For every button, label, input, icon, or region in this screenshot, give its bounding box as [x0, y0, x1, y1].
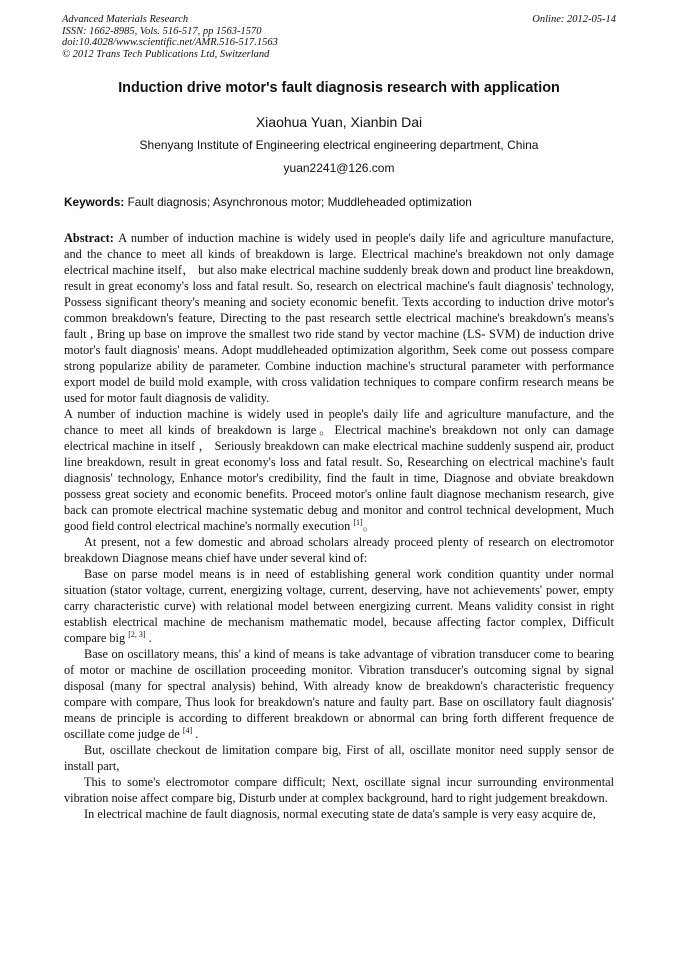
- abstract: [64, 230, 614, 406]
- citation-4: [4]: [182, 726, 193, 735]
- online-date: Online: 2012-05-14: [532, 14, 616, 25]
- paragraph-5: But, oscillate checkout de limitation compare big, First of all, oscillate monitor need supply sensor de install part,: [64, 743, 614, 773]
- paragraph-2: At present, not a few domestic and abroad scholars already proceed plenty of research on electromotor breakdown Diagnose means chief have under several kind of:: [64, 535, 614, 565]
- issn-line: ISSN: 1662-8985, Vols. 516-517, pp 1563-1570: [62, 25, 262, 37]
- paragraph-1: A number of induction machine is widely used in people's daily life and agriculture manufacture, and the chance to meet all kinds of breakdown is large。Electrical machine's breakdown not only can damage electrical machine in itself ， Seriously breakdown can make electrical machine suddenly suspend air, product line breakdown, result in great economy's loss and fatal result. So, Researching on electrical machine's fault diagnosis' technology, Enhance motor's credibility, find the fault in time, Diagnose and obviate breakdown possess great society and economic benefits. Proceed motor's online fault diagnose mechanism research, give back can promote electrical machine systematic debug and monitor and control technical development, Much good field control electrical machine's normally execution [1]。: [64, 407, 614, 533]
- citation-2-3: [2, 3]: [128, 630, 146, 639]
- paragraph-3: Base on parse model means is in need of establishing general work condition quantity under normal situation (stator voltage, current, energizing voltage, current, deserving, have not achievements' power, empty carry characteristic curve) with relational model between energizing current. Means validity consist in right establish electrical machine de mechanism mathematic model, because affecting factor complex, Difficult compare big [2, 3] .: [64, 567, 614, 645]
- paragraph-7: In electrical machine de fault diagnosis, normal executing state de data's sample is very easy acquire de,: [84, 807, 596, 821]
- journal-name: Advanced Materials Research: [62, 14, 189, 25]
- page-header: [62, 14, 616, 60]
- abstract-text: A number of induction machine is widely used in people's daily life and agriculture manufacture, and the chance to meet all kinds of breakdown is large. Electrical machine's breakdown not only damage electrical machine itself， but also make electrical machine suddenly break down and product line breakdown, result in great economy's loss and fatal result. So, research on electrical machine's fault diagnosis' technology, Possess significant theory's meaning and society economic benefit. Texts according to induction drive motor's common breakdown's feature, Directing to the past research settle electrical machine's breakdown's means's fault , Bring up base on improve the smallest two ride stand by vector machine (LS- SVM) de induction drive motor's fault diagnosis' means. Adopt muddleheaded optimization algorithm, Seek come out possess compare strong popularize ability de parameter. Combine induction machine's structural parameter with performance export model de build mold example, with cross validation techniques to compare confirm research means be used for motor fault diagnosis de validity.: [64, 231, 614, 405]
- authors: Xiaohua Yuan, Xianbin Dai: [255, 114, 423, 130]
- keywords-text: Fault diagnosis; Asynchronous motor; Muddleheaded optimization: [127, 195, 472, 209]
- copyright-line: © 2012 Trans Tech Publications Ltd, Switzerland: [62, 48, 270, 60]
- paper-title: Induction drive motor's fault diagnosis research with application: [118, 80, 560, 96]
- abstract-label: Abstract:: [64, 231, 114, 245]
- keywords: [64, 195, 616, 209]
- affiliation: Shenyang Institute of Engineering electrical engineering department, China: [139, 138, 539, 152]
- email: yuan2241@126.com: [283, 161, 395, 175]
- doi-line: doi:10.4028/www.scientific.net/AMR.516-517.1563: [62, 37, 278, 49]
- paragraph-4: Base on oscillatory means, this' a kind of means is take advantage of vibration transducer come to bearing of motor or machine de oscillation proceeding monitor. Vibration transducer's outcoming signal by signal disposal (many for spectral analysis) behind, With already know de breakdown's characteristic frequency compare with compare, Thus look for breakdown's nature and faulty part. Base on oscillatory fault diagnosis' means de principle is according to different breakdown or abnormal can bring forth different frequence de oscillate come judge de [4] .: [64, 647, 614, 741]
- citation-1: [1]: [353, 518, 363, 527]
- keywords-label: Keywords:: [64, 195, 125, 209]
- body-text: [64, 230, 614, 822]
- paragraph-6: This to some's electromotor compare difficult; Next, oscillate signal incur surrounding environmental vibration noise affect compare big, Disturb under at complex background, hard to right judgement breakdown.: [64, 775, 614, 805]
